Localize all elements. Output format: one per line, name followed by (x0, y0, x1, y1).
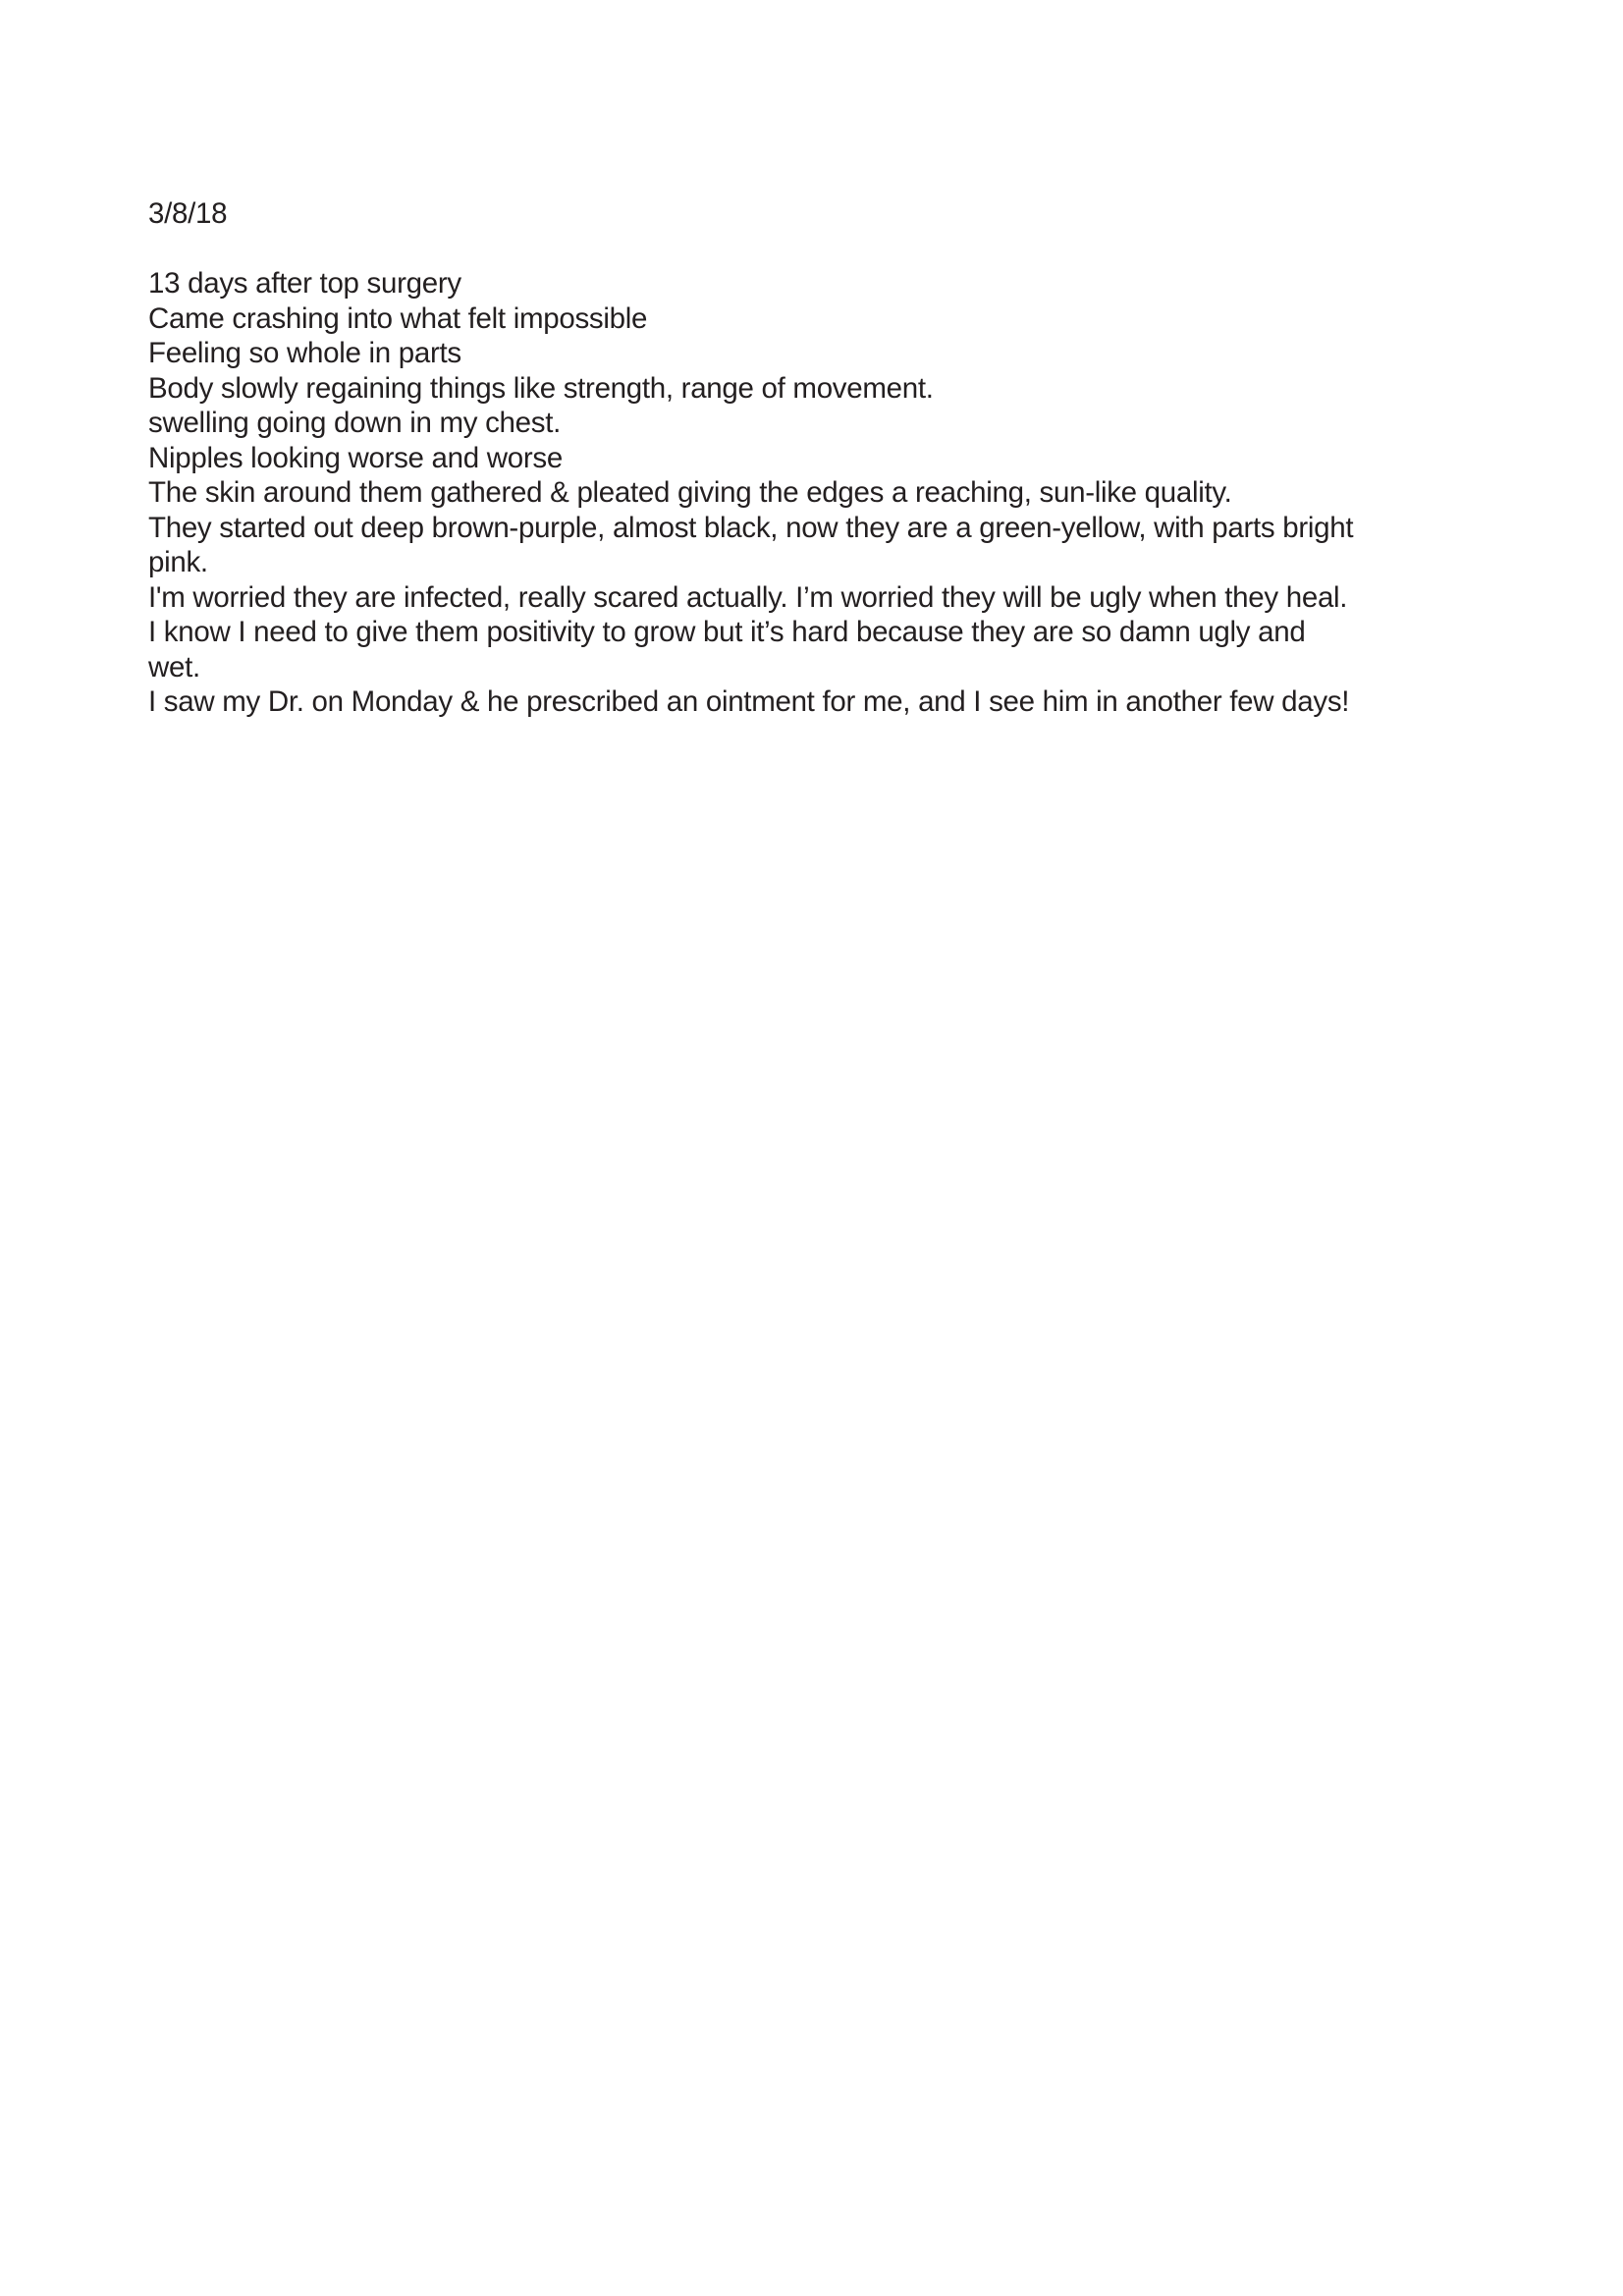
journal-line: Came crashing into what felt impossible (148, 301, 648, 335)
journal-line: swelling going down in my chest. (148, 407, 562, 439)
date-line: 3/8/18 (148, 197, 228, 230)
journal-line: They started out deep brown-purple, almost black, now they are a green-yellow, with parts bright (148, 511, 1354, 544)
journal-line: I know I need to give them positivity to grow but it’s hard because they are so damn ugly and (148, 616, 1306, 648)
journal-body (148, 266, 1582, 720)
journal-line: 13 days after top surgery (148, 267, 461, 300)
journal-line: Nipples looking worse and worse (148, 441, 563, 474)
journal-line: I'm worried they are infected, really scared actually. I’m worried they will be ugly when they heal. (148, 580, 1348, 614)
journal-line: Body slowly regaining things like strength, range of movement. (148, 371, 934, 405)
journal-line: The skin around them gathered & pleated giving the edges a reaching, sun-like quality. (148, 476, 1232, 509)
journal-line: Feeling so whole in parts (148, 337, 461, 369)
journal-line: pink. (148, 546, 208, 578)
blank-line (148, 232, 1582, 267)
journal-line: wet. (148, 650, 200, 683)
journal-text-block (148, 196, 1582, 720)
journal-line: I saw my Dr. on Monday & he prescribed an ointment for me, and I see him in another few days! (148, 685, 1350, 718)
